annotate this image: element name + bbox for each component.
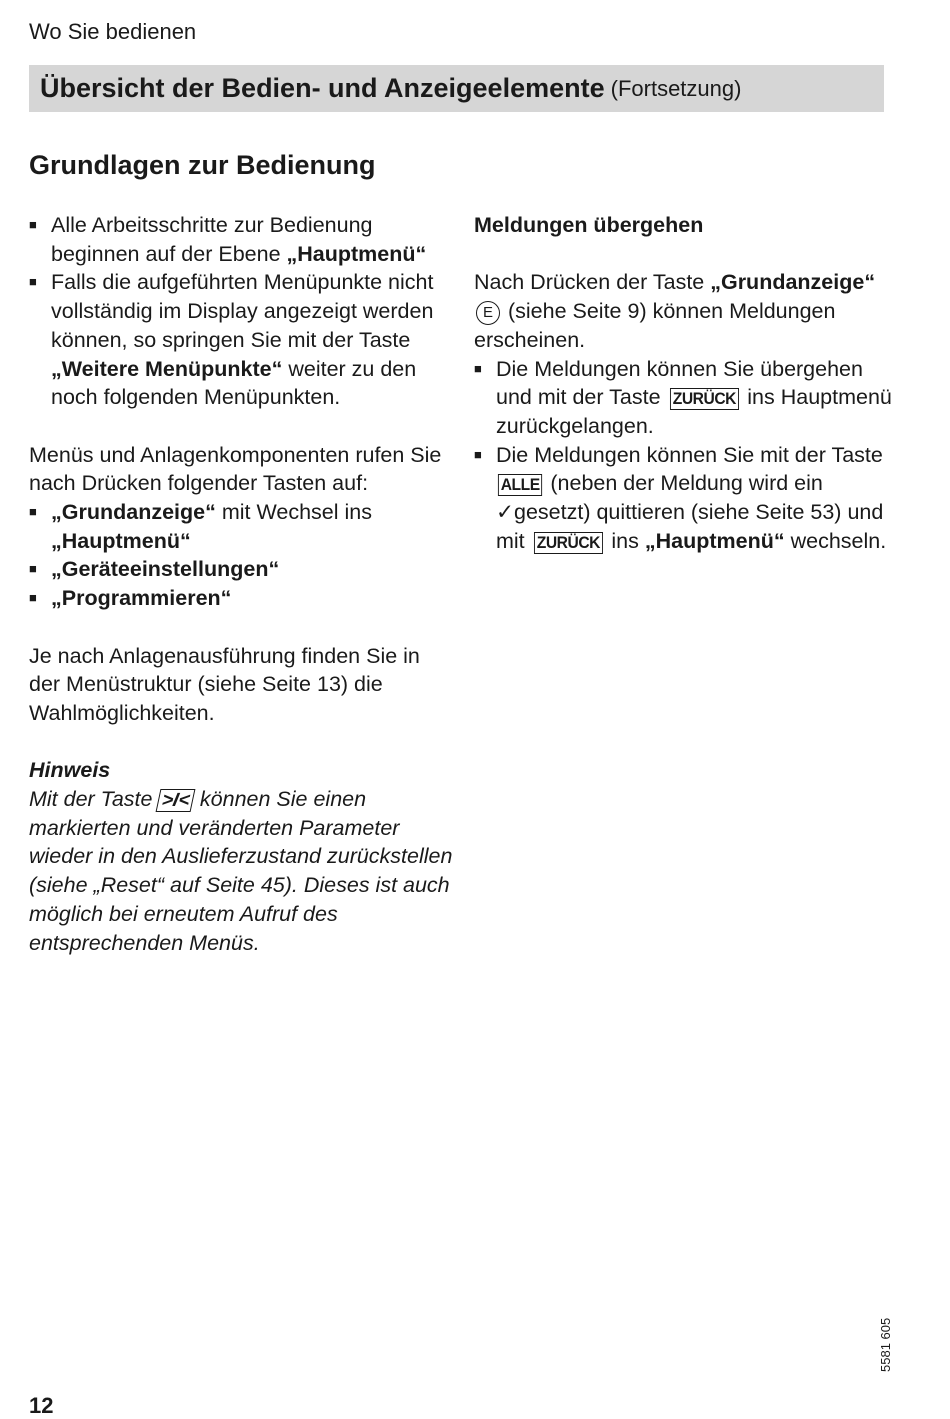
bullet-square-icon: ■ — [29, 504, 37, 520]
zurueck-key-icon: ZURÜCK — [669, 388, 738, 410]
page-heading: Grundlagen zur Bedienung — [29, 150, 376, 180]
document-code: 5581 605 — [878, 1317, 893, 1372]
right-column — [474, 211, 894, 555]
bullet-square-icon: ■ — [474, 446, 482, 462]
reset-key-icon: >I< — [156, 789, 196, 812]
note-title: Hinweis — [29, 758, 111, 783]
note-block: Hinweis Mit der Taste >I< können Sie einen markierten und veränderten Parameter wieder in den Auslieferzustand zurückstellen (siehe „Reset“ auf Seite 45). Dieses ist auch möglich bei erneutem Aufruf des entsprechenden Menüs. — [29, 758, 453, 955]
page-number: 12 — [29, 1393, 54, 1418]
zurueck-key-icon: ZURÜCK — [534, 532, 603, 554]
bullet-square-icon: ■ — [29, 561, 37, 577]
list-item: ■ „Geräteeinstellungen“ — [29, 555, 454, 584]
intro-paragraph: Menüs und Anlagenkomponenten rufen Sie nach Drücken folgender Tasten auf: — [29, 442, 442, 496]
list-item: ■ Falls die aufgeführten Menüpunkte nicht vollständig im Display angezeigt werden können, so springen Sie mit der Taste „Weitere Menüpunkte“ weiter zu den noch folgenden Menüpunkten. — [29, 268, 454, 412]
alle-key-icon: ALLE — [498, 474, 543, 496]
running-head: Wo Sie bedienen — [29, 19, 197, 44]
messages-paragraph: Nach Drücken der Taste „Grundanzeige“E (siehe Seite 9) können Meldungen erscheinen. — [474, 270, 876, 352]
bullet-square-icon: ■ — [29, 590, 37, 606]
section-title-bar — [29, 65, 884, 112]
list-item: ■ Die Meldungen können Sie übergehen und mit der Taste ZURÜCK ins Hauptmenü zurückgelangen. — [474, 355, 894, 441]
section-subtitle: (Fortsetzung) — [610, 75, 742, 101]
left-column — [29, 211, 454, 957]
list-item: ■ „Grundanzeige“ mit Wechsel ins „Hauptmenü“ — [29, 498, 454, 555]
list-item: ■ „Programmieren“ — [29, 584, 454, 613]
bullet-square-icon: ■ — [29, 274, 37, 290]
circled-e-icon: E — [476, 301, 500, 325]
list-item: ■ Die Meldungen können Sie mit der Taste ALLE (neben der Meldung wird ein ✓gesetzt) quittieren (siehe Seite 53) und mit ZURÜCK ins „Hauptmenü“ wechseln. — [474, 441, 894, 556]
bullet-square-icon: ■ — [474, 360, 482, 376]
options-paragraph: Je nach Anlagenausführung finden Sie in der Menüstruktur (siehe Seite 13) die Wahlmöglichkeiten. — [29, 643, 420, 725]
subheading: Meldungen übergehen — [474, 213, 704, 237]
list-item: ■ Alle Arbeitsschritte zur Bedienung beginnen auf der Ebene „Hauptmenü“ — [29, 211, 454, 268]
section-title: Übersicht der Bedien- und Anzeigeelemente — [40, 73, 605, 103]
checkmark-icon: ✓ — [496, 500, 515, 525]
bullet-square-icon: ■ — [29, 217, 37, 232]
